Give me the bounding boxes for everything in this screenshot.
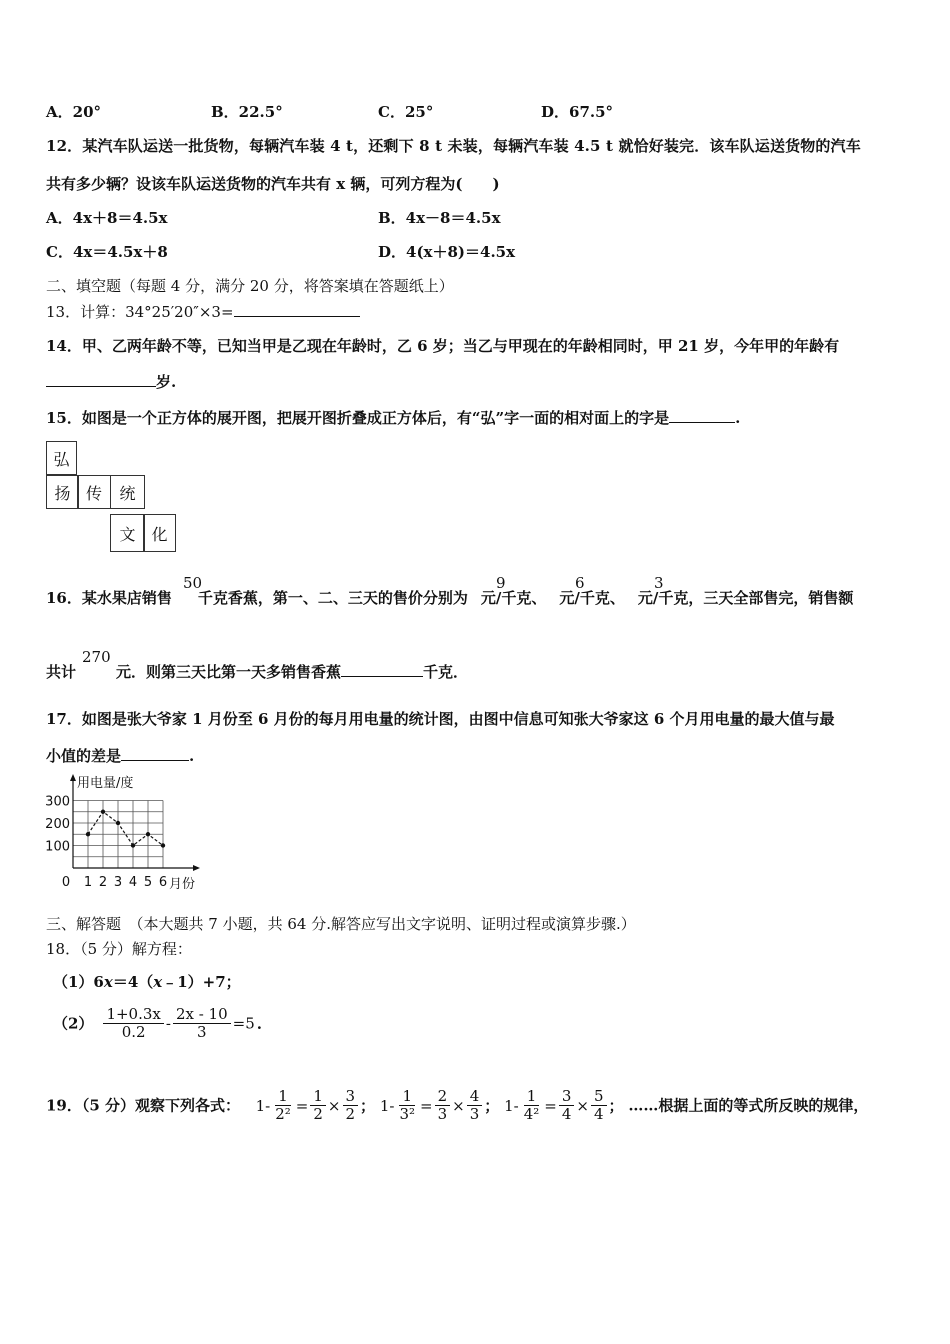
q19-e3-den: 4² [523,1105,540,1123]
q12-stem-line1: 12．某汽车队运送一批货物，每辆汽车装 4 t，还剩下 8 t 未装，每辆汽车装 4.5 t 就恰好装完．该车队运送货物的汽车 [46,137,861,155]
y-axis-arrow [70,774,76,781]
q16-number-3: 3 [654,574,664,592]
q16-text-5: 元/千克，三天全部售完，销售额 [637,589,854,607]
q18-fraction-1 [103,1006,163,1041]
q19-e3-a-num: 3 [559,1088,575,1106]
section2-title: 二、填空题（每题 4 分，满分 20 分，将答案填在答题纸上） [46,277,454,295]
q13-answer-blank [234,302,360,317]
q19-e2-times: × [452,1096,465,1115]
data-point [146,832,150,836]
q14-stem-line1: 14．甲、乙两年龄不等，已知当甲是乙现在年龄时，乙 6 岁；当乙与甲现在的年龄相同时，甲 21 岁，今年甲的年龄有 [46,337,840,355]
net-cell-hua: 化 [143,514,176,552]
q18-fraction-1-denominator: 0.2 [121,1023,146,1041]
q19-e1-a-den: 2 [313,1105,323,1123]
q12-option-d: D．4(x＋8)＝4.5x [378,243,516,261]
q14-stem-line2 [46,372,176,392]
y-tick-label: 300 [45,794,70,810]
q16-line1 [46,588,853,608]
q12-stem-line2: 共有多少辆？设该车队运送货物的汽车共有 x 辆，可列方程为( ) [46,175,500,193]
q19-expression-2 [379,1087,504,1123]
q18-part1-d: ﹣1）+7； [162,973,241,991]
q19-e3-eq: = [544,1096,557,1115]
q19-e1-frac-b [343,1088,359,1123]
q18-fraction-2-numerator: 2x - 10 [173,1006,231,1024]
data-series-line [88,812,163,846]
q19-e1-b-den: 2 [345,1105,356,1123]
q18-part1-b: ＝4（ [112,973,154,991]
q19-e2-den: 3² [399,1105,416,1123]
x-tick-label: 5 [143,875,153,890]
q11-option-c: C．25° [378,103,434,121]
section3-title: 三、解答题 （本大题共 7 小题，共 64 分.解答应写出文字说明、证明过程或演算步骤.） [46,915,636,933]
q19-line [46,1088,868,1123]
q19-e1-b-num: 3 [343,1088,359,1106]
q19-e3-b-num: 5 [591,1088,607,1106]
net-cell-wen: 文 [110,514,145,552]
q18-stem: 18．（5 分）解方程： [46,940,192,958]
q19-e2-frac-b [467,1088,483,1123]
q18-fraction-2 [173,1006,231,1041]
electricity-line-chart [40,772,210,894]
q19-e1-a-num: 1 [310,1088,326,1106]
q11-option-d: D．67.5° [541,103,614,121]
q17-stem-line1: 17．如图是张大爷家 1 月份至 6 月份的每月用电量的统计图，由图中信息可知张大爷家这 6 个月用电量的最大值与最 [46,710,835,728]
q18-part1-x: x [103,973,113,991]
q16-number-9: 9 [496,574,506,592]
q16-number-270: 270 [82,648,111,666]
q16-text-4: 元/千克、 [559,589,625,607]
q18-minus: - [165,1014,171,1033]
q19-e2-b-den: 3 [469,1105,480,1123]
x-axis-label: 月份 [169,877,196,892]
q18-part2 [53,1006,262,1041]
q19-e2-a-num: 2 [435,1088,451,1106]
q12-option-c: C．4x＝4.5x＋8 [46,243,168,261]
q19-e1-times: × [327,1096,341,1115]
q15-text: 15．如图是一个正方体的展开图，把展开图折叠成正方体后，有“弘”字一面的相对面上的字是 [46,409,670,427]
q19-e1-lead: 1- [255,1096,271,1115]
net-cell-chuan: 传 [77,475,111,509]
q19-e3-a-den: 4 [561,1105,572,1123]
y-tick-label: 100 [45,839,70,855]
q19-e2-frac [396,1088,418,1123]
q19-stem: 19．（5 分）观察下列各式： [46,1096,241,1115]
q19-e1-num: 1 [275,1088,291,1106]
q16-text-7: 元．则第三天比第一天多销售香蕉 [116,663,342,681]
x-tick-label: 2 [98,875,108,890]
q17-stem-line2 [46,746,194,766]
q11-option-a: A．20° [46,103,102,121]
x-tick-label: 6 [158,875,168,890]
q17-end: . [189,747,195,765]
q19-tail: ……根据上面的等式所反映的规律， [628,1096,869,1115]
q18-rhs: =5 [232,1014,255,1033]
q19-e2-sep: ； [484,1096,500,1115]
net-cell-hong: 弘 [46,441,77,475]
q19-expression-3 [504,1087,628,1123]
q19-e2-frac-a [435,1088,451,1123]
net-cell-yang: 扬 [46,475,79,509]
q19-e2-b-num: 4 [467,1088,483,1106]
q11-option-b: B．22.5° [211,103,283,121]
q19-e1-sep: ； [360,1096,376,1115]
q19-e2-eq: = [420,1096,433,1115]
x-tick-label: 0 [61,875,71,890]
q13-line [46,302,360,322]
q16-text-1: 16．某水果店销售 [46,589,172,607]
q16-number-6: 6 [575,574,585,592]
q18-fraction-1-numerator: 1+0.3x [103,1006,163,1024]
q19-e1-eq: = [295,1096,309,1115]
q19-e3-frac-a [559,1088,575,1123]
q14-suffix: 岁. [156,373,177,391]
y-tick-label: 200 [45,817,70,832]
q18-end: . [256,1014,263,1033]
q19-e3-sep: ； [608,1096,624,1115]
q19-e2-lead: 1- [379,1096,395,1115]
q19-e1-frac [272,1088,294,1123]
net-cell-tong: 统 [110,475,145,509]
x-tick-label: 4 [128,875,138,890]
x-tick-label: 3 [113,875,123,890]
q17-text: 小值的差是 [46,747,122,765]
q14-answer-blank [46,372,156,387]
q18-part1-x2: x [153,973,163,991]
q19-e3-b-den: 4 [593,1105,604,1123]
q19-e3-frac-b [591,1088,607,1123]
y-axis-label: 用电量/度 [77,776,134,791]
q16-number-50: 50 [183,574,203,592]
q16-text-2: 千克香蕉，第一、二、三天的售价分别为 [197,589,468,607]
q19-e3-lead: 1- [504,1096,519,1115]
x-tick-label: 1 [83,875,93,890]
q18-part1 [53,972,241,992]
data-point [131,843,135,847]
x-axis-arrow [193,865,200,871]
q19-expression-1 [255,1087,380,1123]
q12-option-b: B．4x－8＝4.5x [378,209,501,227]
q12-option-a: A．4x＋8＝4.5x [46,209,168,227]
q19-e3-num: 1 [524,1088,540,1106]
data-point [116,821,120,825]
q13-text: 13．计算：34°25′20″×3= [46,303,234,321]
q18-fraction-2-denominator: 3 [197,1023,207,1041]
q19-e2-a-den: 3 [437,1105,448,1123]
q16-text-8: 千克． [423,663,469,681]
q19-e3-times: × [576,1096,589,1115]
data-point [101,810,105,814]
data-point [161,843,165,847]
q19-e2-num: 1 [399,1088,415,1106]
q15-answer-blank [669,408,735,423]
q16-answer-blank [341,662,423,677]
q15-end: . [735,409,741,427]
q15-stem [46,408,740,428]
q16-text-3: 元/千克、 [480,589,547,607]
q17-answer-blank [121,746,189,761]
data-point [86,832,90,836]
q18-part1-a: （1）6 [53,973,104,991]
q18-part2-label: （2） [53,1014,94,1033]
q16-text-6: 共计 [46,663,77,681]
q19-e3-frac [521,1088,543,1123]
q19-e1-frac-a [310,1088,326,1123]
q19-e1-den: 2² [275,1105,291,1123]
